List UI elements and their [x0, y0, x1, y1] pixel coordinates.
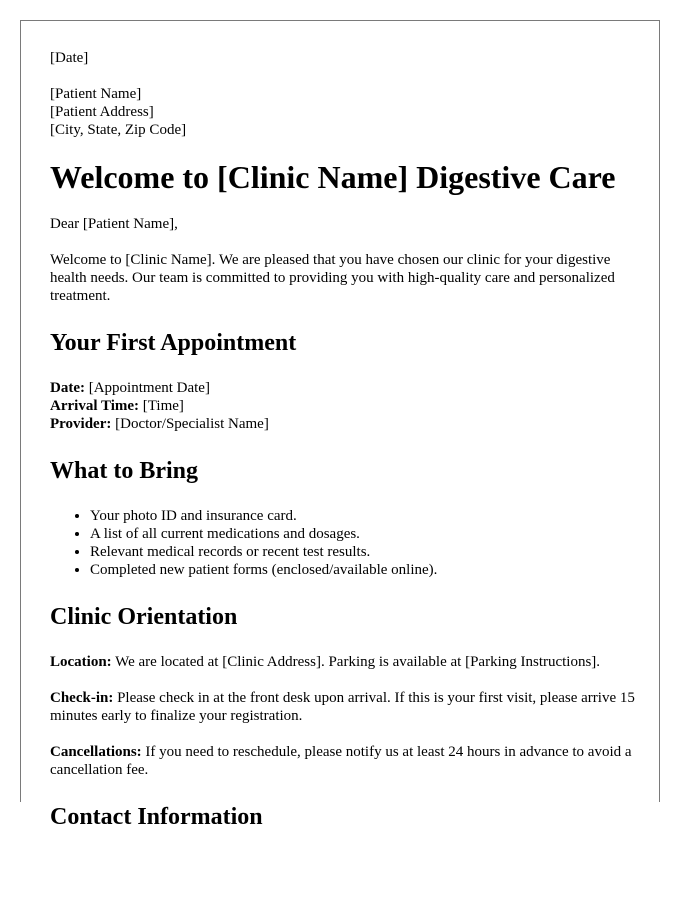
check-in-paragraph [50, 689, 640, 725]
list-item: • A list of all current medications and dosages. [90, 525, 640, 543]
what-to-bring-list [50, 507, 640, 579]
arrival-time-value: [Time] [139, 398, 184, 414]
salutation: Dear [Patient Name], [50, 216, 178, 232]
provider-value: [Doctor/Specialist Name] [111, 416, 269, 432]
provider-line [50, 415, 640, 433]
appointment-date-line [50, 379, 640, 397]
recipient-address-block [50, 85, 640, 139]
intro-paragraph: Welcome to [Clinic Name]. We are pleased that you have chosen our clinic for your digestive health needs. Our team is committed to providing you with high-quality care and personalized treatment. [50, 252, 615, 304]
clinic-orientation-heading: Clinic Orientation [50, 604, 238, 630]
contact-information-heading: Contact Information [50, 804, 263, 830]
appointment-date-label: Date: [50, 380, 85, 396]
recipient-city-state-zip: [City, State, Zip Code] [50, 122, 187, 138]
letter-title: Welcome to [Clinic Name] Digestive Care [50, 159, 616, 195]
arrival-time-label: Arrival Time: [50, 398, 140, 414]
location-paragraph [50, 653, 640, 671]
what-to-bring-heading: What to Bring [50, 458, 199, 484]
recipient-address: [Patient Address] [50, 104, 154, 120]
cancellations-label: Cancellations: [50, 744, 142, 760]
letter-content [50, 21, 640, 831]
appointment-details [50, 379, 640, 433]
cancellations-paragraph [50, 743, 640, 779]
check-in-text: Please check in at the front desk upon arrival. If this is your first visit, please arrive 15 minutes early to finalize your registration. [50, 690, 635, 724]
cancellations-text: If you need to reschedule, please notify us at least 24 hours in advance to avoid a cancellation fee. [50, 744, 632, 778]
list-item: • Relevant medical records or recent test results. [90, 543, 640, 561]
provider-label: Provider: [50, 416, 112, 432]
list-item: • Completed new patient forms (enclosed/available online). [90, 561, 640, 579]
list-item: • Your photo ID and insurance card. [90, 507, 640, 525]
arrival-time-line [50, 397, 640, 415]
letter-date: [Date] [50, 50, 89, 66]
appointment-heading: Your First Appointment [50, 330, 297, 356]
location-text: We are located at [Clinic Address]. Parking is available at [Parking Instructions]. [111, 654, 601, 670]
letter-page [20, 20, 660, 830]
check-in-label: Check-in: [50, 690, 114, 706]
location-label: Location: [50, 654, 112, 670]
recipient-name: [Patient Name] [50, 86, 142, 102]
appointment-date-value: [Appointment Date] [84, 380, 210, 396]
